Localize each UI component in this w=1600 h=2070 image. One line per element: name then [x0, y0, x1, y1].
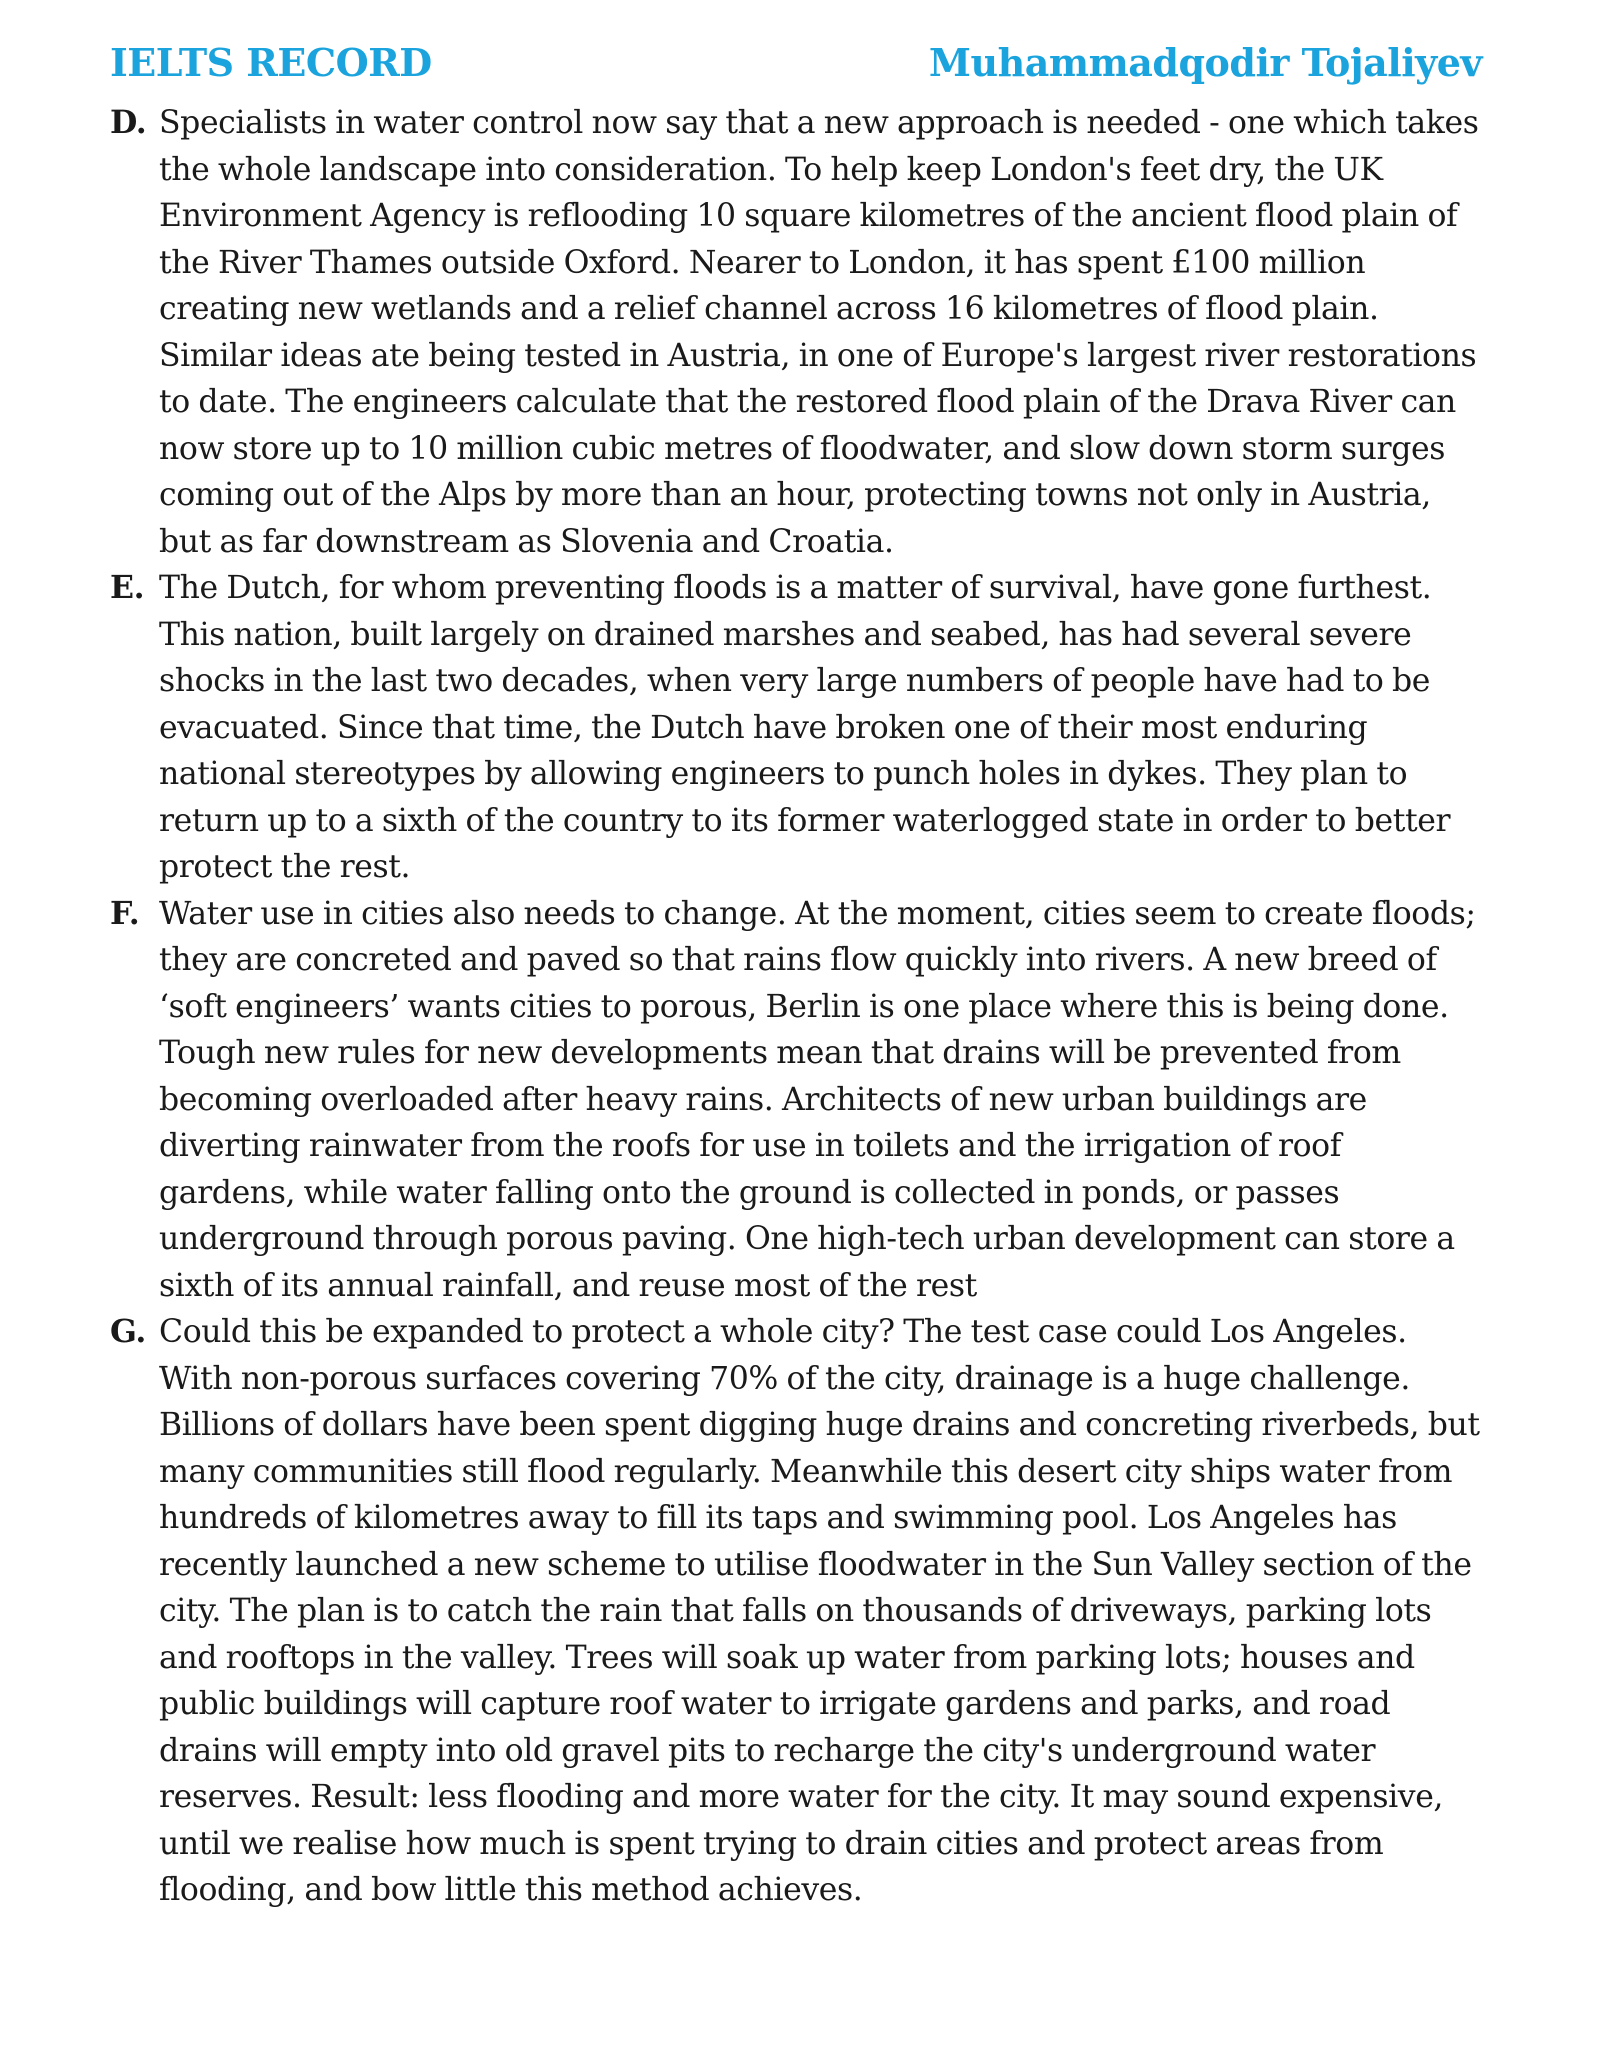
paragraph-text: Specialists in water control now say that a new approach is needed - one which takes the whole landscape into consideration. To help keep London's feet dry, the UK Environment Agency is reflooding 10 square kilometres of the ancient flood plain of the River Thames outside Oxford. Nearer to London, it has spent £100 million creating new wetlands and a relief channel across 16 kilometres of flood plain. Similar ideas ate being tested in Austria, in one of Europe's largest river restorations to date. The engineers calculate that the restored flood plain of the Drava River can now store up to 10 million cubic metres of floodwater, and slow down storm surges coming out of the Alps by more than an hour, protecting towns not only in Austria, but as far downstream as Slovenia and Croatia.: [159, 105, 1479, 560]
paragraph-f: [110, 891, 1482, 1310]
paragraph-letter: F.: [110, 894, 140, 932]
paragraph-letter: D.: [110, 104, 147, 141]
paragraph-g: [110, 1309, 1482, 1914]
paragraph-d: [110, 100, 1482, 565]
page-header: [110, 38, 1482, 88]
paragraph-e: [110, 565, 1482, 891]
paragraph-letter: G.: [110, 1313, 146, 1350]
paragraph-text: Could this be expanded to protect a whole city? The test case could Los Angeles. With non-porous surfaces covering 70% of the city, drainage is a huge challenge. Billions of dollars have been spent digging huge drains and concreting riverbeds, but many communities still flood regularly. Meanwhile this desert city ships water from hundreds of kilometres away to fill its taps and swimming pool. Los Angeles has recently launched a new scheme to utilise floodwater in the Sun Valley section of the city. The plan is to catch the rain that falls on thousands of driveways, parking lots and rooftops in the valley. Trees will soak up water from parking lots; houses and public buildings will capture roof water to irrigate gardens and parks, and road drains will empty into old gravel pits to recharge the city's underground water reserves. Result: less flooding and more water for the city. It may sound expensive, until we realise how much is spent trying to drain cities and protect areas from flooding, and bow little this method achieves.: [159, 1314, 1480, 1908]
reading-passage: [110, 100, 1482, 1914]
header-title: IELTS RECORD: [110, 40, 432, 85]
paragraph-text: The Dutch, for whom preventing floods is a matter of survival, have gone furthest. This nation, built largely on drained marshes and seabed, has had several severe shocks in the last two decades, when very large numbers of people have had to be evacuated. Since that time, the Dutch have broken one of their most enduring national stereotypes by allowing engineers to punch holes in dykes. They plan to return up to a sixth of the country to its former waterlogged state in order to better protect the rest.: [159, 570, 1451, 885]
paragraph-letter: E.: [110, 569, 145, 606]
header-author: Muhammadqodir Tojaliyev: [928, 40, 1482, 85]
paragraph-text: Water use in cities also needs to change. At the moment, cities seem to create floods; they are concreted and paved so that rains flow quickly into rivers. A new breed of ‘soft engineers’ wants cities to porous, Berlin is one place where this is being done. Tough new rules for new developments mean that drains will be prevented from becoming overloaded after heavy rains. Architects of new urban buildings are diverting rainwater from the roofs for use in toilets and the irrigation of roof gardens, while water falling onto the ground is collected in ponds, or passes underground through porous paving. One high-tech urban development can store a sixth of its annual rainfall, and reuse most of the rest: [159, 895, 1476, 1304]
